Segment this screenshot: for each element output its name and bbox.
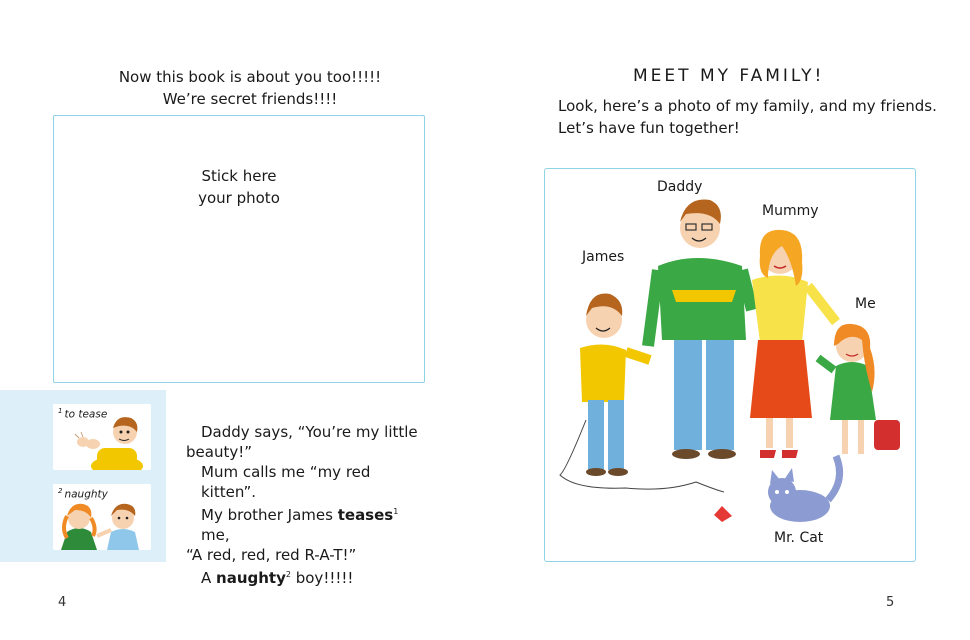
story-line-2: beauty!” (186, 443, 252, 461)
label-me: Me (855, 296, 876, 312)
cat-figure (768, 456, 840, 522)
glossary-term-tease: $^1$ to tease (58, 407, 108, 421)
photo-placeholder-line-1: Stick here (201, 167, 277, 185)
intro-line-1: Now this book is about you too!!!!! (118, 68, 382, 86)
story-line-5: “A red, red, red R-A-T!” (186, 546, 357, 564)
story-text (186, 422, 426, 588)
photo-placeholder-line-2: your photo (198, 189, 280, 207)
glossary-panel (0, 390, 166, 562)
word-teases: teases (337, 506, 394, 524)
page-number-right: 5 (886, 595, 895, 610)
mummy-figure (750, 230, 836, 458)
photo-placeholder-box (53, 115, 425, 383)
story-line-6: A naughty$^2$ boy!!!!! (201, 569, 354, 587)
label-james: James (582, 249, 625, 265)
label-mr-cat: Mr. Cat (774, 530, 824, 546)
story-line-1: Daddy says, “You’re my little (201, 423, 418, 441)
glossary-card-naughty (53, 484, 151, 550)
family-illustration (546, 170, 914, 560)
meet-line-2: Let’s have fun together! (558, 119, 740, 137)
intro-paragraph (558, 95, 937, 139)
me-figure (818, 324, 900, 454)
glossary-card-tease (53, 404, 151, 470)
daddy-figure (648, 199, 752, 459)
intro-line-2: We’re secret friends!!!! (162, 90, 338, 108)
photo-placeholder-text (53, 165, 425, 209)
label-daddy: Daddy (657, 179, 703, 195)
james-figure (580, 293, 650, 476)
story-line-3: Mum calls me “my red kitten”. (201, 463, 371, 501)
meet-line-1: Look, here’s a photo of my family, and my friends. (558, 97, 937, 115)
page-number-left: 4 (58, 595, 67, 610)
intro-text (60, 66, 440, 110)
glossary-term-naughty: $^2$ naughty (58, 487, 108, 501)
label-mummy: Mummy (762, 203, 819, 219)
word-naughty: naughty (216, 569, 286, 587)
page-title: MEET MY FAMILY! (633, 66, 825, 86)
story-line-4: My brother James teases$^1$ me, (201, 506, 399, 544)
